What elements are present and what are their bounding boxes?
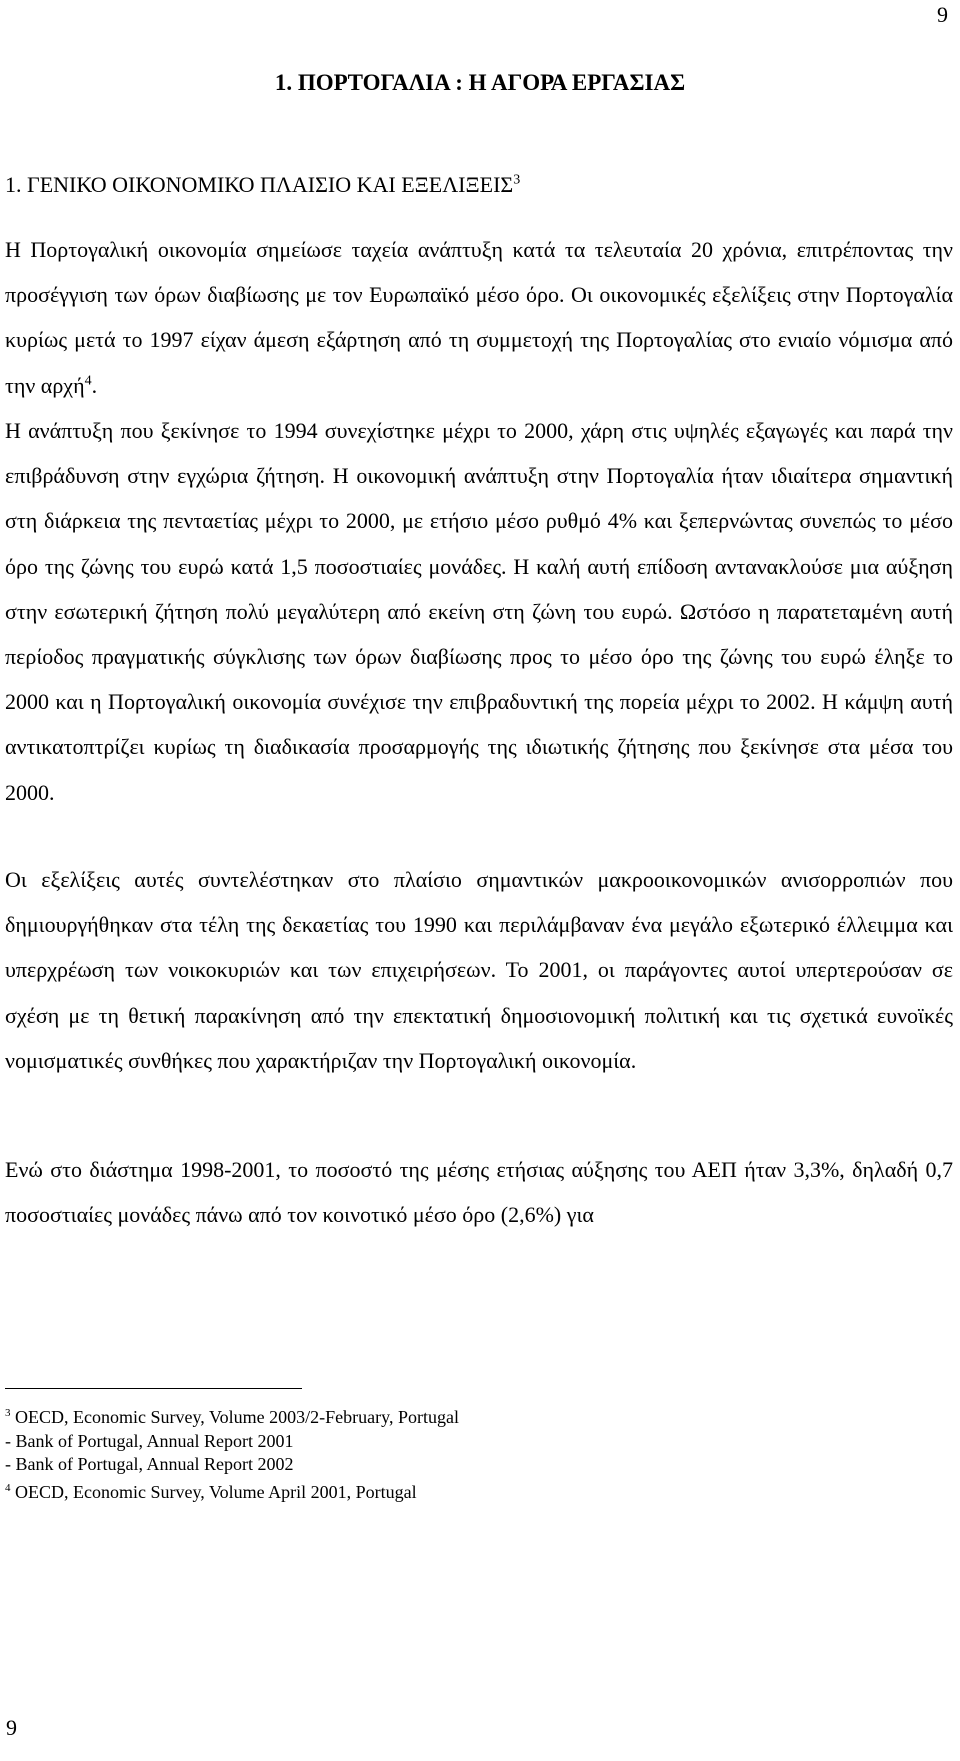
section-title (5, 172, 520, 198)
footnote-text: OECD, Economic Survey, Volume April 2001, Portugal (15, 1481, 417, 1502)
paragraph-4: Ενώ στο διάστημα 1998-2001, το ποσοστό της μέσης ετήσιας αύξησης του ΑΕΠ ήταν 3,3%, δηλαδή 0,7 ποσοστιαίες μονάδες πάνω από τον κοινοτικό μέσο όρο (2,6%) για (5, 1157, 953, 1228)
paragraph-2: Η ανάπτυξη που ξεκίνησε το 1994 συνεχίστηκε μέχρι το 2000, χάρη στις υψηλές εξαγωγές και παρά την επιβράδυνση στην εγχώρια ζήτηση. Η οικονομική ανάπτυξη στην Πορτογαλία ήταν ιδιαίτερα σημαντική στη διάρκεια της πενταετίας μέχρι το 2000, με ετήσιο μέσο ρυθμό 4% και ξεπερνώντας συνεπώς το μέσο όρο της ζώνης του ευρώ κατά 1,5 ποσοστιαίες μονάδες. Η καλή αυτή επίδοση αντανακλούσε μια αύξηση στην εσωτερική ζήτηση πολύ μεγαλύτερη από εκείνη στη ζώνη του ευρώ. Ωστόσο η παρατεταμένη αυτή περίοδος πραγματικής σύγκλισης των όρων διαβίωσης προς το μέσο όρο της ζώνης του ευρώ έληξε το 2000 και η Πορτογαλική οικονομία συνέχισε την επιβραδυντική της πορεία μέχρι το 2002. Η κάμψη αυτή αντικατοπτρίζει κυρίως τη διαδικασία προσαρμογής της ιδιωτικής ζήτησης που ξεκίνησε στα μέσα του 2000. (5, 418, 953, 805)
footnote-ref-3[interactable]: 3 (513, 172, 521, 188)
footnote-separator (5, 1388, 302, 1389)
footnote-ref-4[interactable]: 4 (84, 373, 92, 389)
footnote-text: - Bank of Portugal, Annual Report 2002 (5, 1454, 294, 1475)
paragraph-1-tail: . (91, 372, 98, 398)
footnote-text: - Bank of Portugal, Annual Report 2001 (5, 1430, 294, 1451)
footnote-item (5, 1402, 459, 1430)
footnote-item (5, 1430, 459, 1454)
footnote-item (5, 1477, 459, 1505)
page-number-top: 9 (937, 2, 948, 27)
paragraph-1 (5, 227, 953, 408)
paragraph-3: Οι εξελίξεις αυτές συντελέστηκαν στο πλαίσιο σημαντικών μακροοικονομικών ανισορροπιών που δημιουργήθηκαν στα τέλη της δεκαετίας του 1990 και περιλάμβαναν ένα μεγάλο εξωτερικό έλλειμμα και υπερχρέωση των νοικοκυριών και των επιχειρήσεων. Το 2001, οι παράγοντες αυτοί υπερτερούσαν σε σχέση με τη θετική παρακίνηση από την επεκτατική δημοσιονομική πολιτική και τις σχετικά ευνοϊκές νομισματικές συνθήκες που χαρακτήριζαν την Πορτογαλική οικονομία. (5, 867, 953, 1073)
page-number-bottom: 9 (6, 1715, 17, 1740)
paragraph-1-text: Η Πορτογαλική οικονομία σημείωσε ταχεία ανάπτυξη κατά τα τελευταία 20 χρόνια, επιτρέποντας την προσέγγιση των όρων διαβίωσης με τον Ευρωπαϊκό μέσο όρο. Οι οικονομικές εξελίξεις στην Πορτογαλία κυρίως μετά το 1997 είχαν άμεση εξάρτηση από τη συμμετοχή της Πορτογαλίας στο ενιαίο νόμισμα από την αρχή (5, 237, 953, 398)
footnote-item (5, 1453, 459, 1477)
footnote-number: 4 (5, 1481, 11, 1494)
chapter-title: 1. ΠΟΡΤΟΓΑΛΙΑ : Η ΑΓΟΡΑ ΕΡΓΑΣΙΑΣ (274, 70, 686, 95)
footnote-number: 3 (5, 1407, 11, 1419)
footnotes (5, 1402, 459, 1504)
footnote-text: OECD, Economic Survey, Volume 2003/2-February, Portugal (15, 1407, 459, 1427)
section-title-text: 1. ΓΕΝΙΚΟ ΟΙΚΟΝΟΜΙΚΟ ΠΛΑΙΣΙΟ ΚΑΙ ΕΞΕΛΙΞΕΙΣ (5, 172, 514, 197)
